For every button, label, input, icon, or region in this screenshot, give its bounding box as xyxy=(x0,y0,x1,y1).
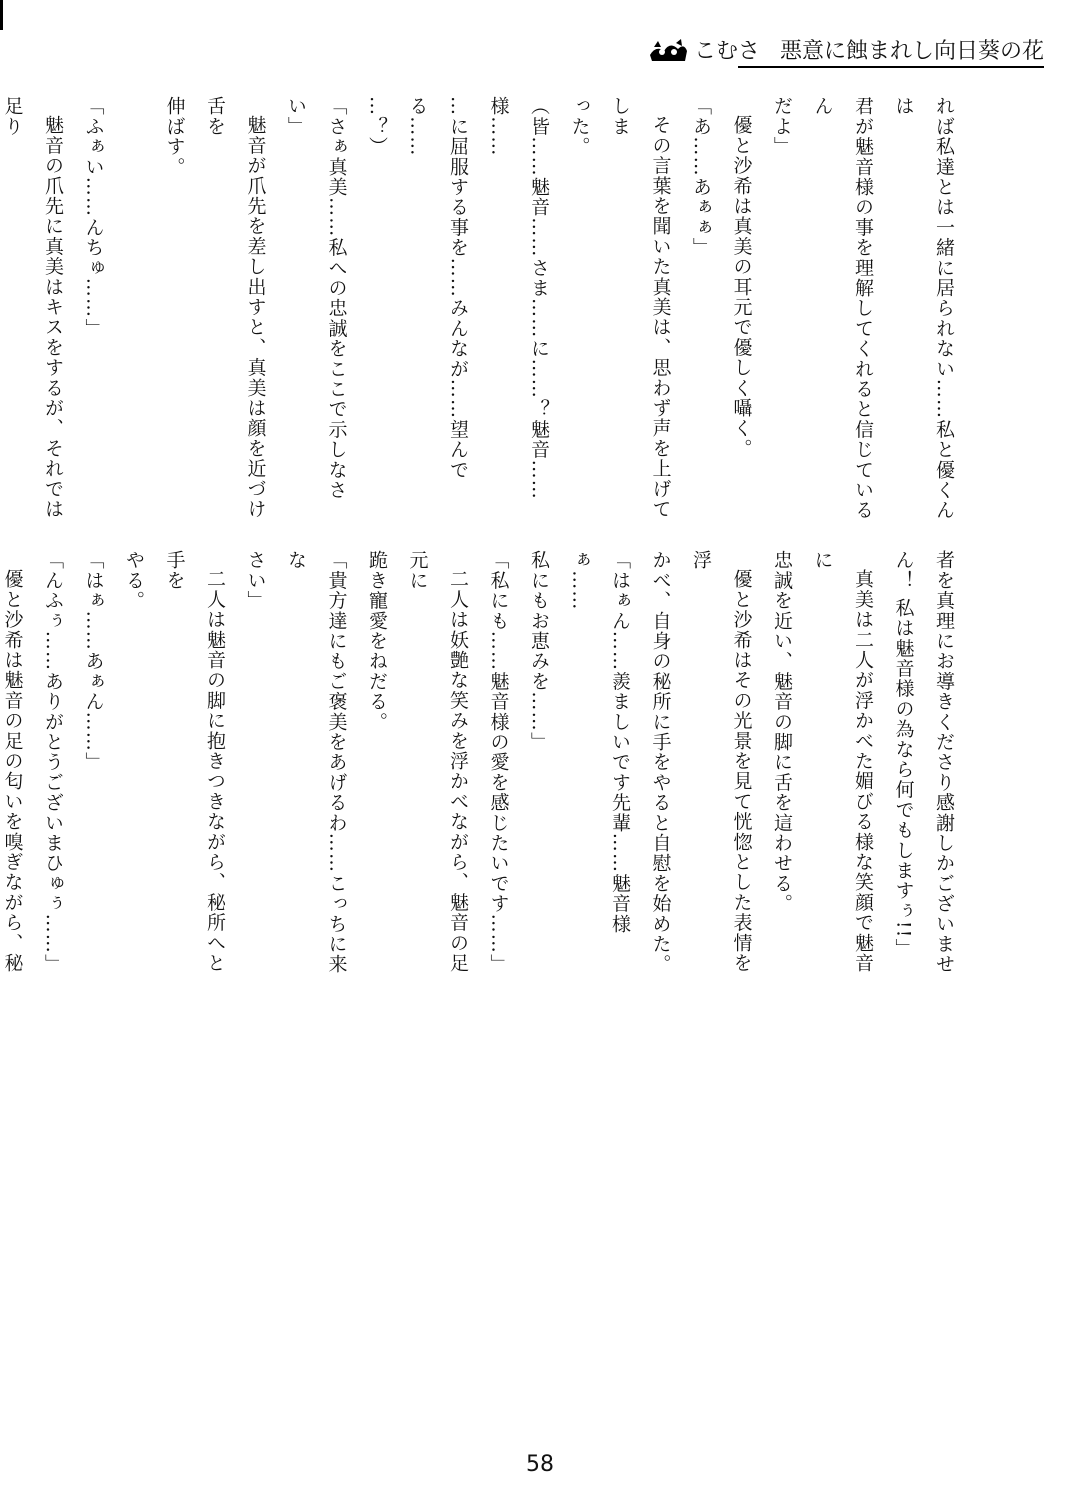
text-block-bottom xyxy=(0,550,964,990)
header-rule xyxy=(738,66,1044,68)
text-line: 魅音の爪先に真美はキスをするが、それでは足り xyxy=(1,96,64,519)
text-line: 君が魅音様の事を理解してくれると信じているん xyxy=(811,96,874,521)
text-line: かべ、自身の秘所に手をやると自慰を始めた。 xyxy=(649,550,672,975)
text-line: ん！ 私は魅音様の為なら何でもしますぅ!!」 xyxy=(892,550,915,959)
book-title: 悪意に蝕まれし向日葵の花 xyxy=(779,39,1044,64)
text-line: だよ」 xyxy=(771,96,793,157)
page-number: 58 xyxy=(526,1452,554,1477)
text-line: 「私にも……魅音様の愛を感じたいです……」 xyxy=(487,550,510,975)
text-line: 「貴方達にもご褒美をあげるわ……こっちに来な xyxy=(285,550,348,975)
text-line: 優と沙希は魅音の足の匂いを嗅ぎながら、秘 xyxy=(1,569,24,973)
text-line: （皆……魅音……さま……に……？魅音……様…… xyxy=(487,96,550,500)
text-line: 優と沙希はその光景を見て恍惚とした表情を浮 xyxy=(690,550,753,973)
text-line: …に屈服する事を……みんなが……望んでる…… xyxy=(406,96,469,480)
text-line: その言葉を聞いた真美は、思わず声を上げてしま xyxy=(609,96,672,519)
text-line: 「はぁん……羨ましいです先輩……魅音様ぁ…… xyxy=(568,550,631,934)
text-line: 「あ……あぁぁ」 xyxy=(690,96,712,258)
text-line: …？） xyxy=(366,96,388,157)
crop-mark xyxy=(0,0,3,30)
text-line: 「さぁ真美……私への忠誠をここで示しなさい」 xyxy=(285,96,348,500)
page-header xyxy=(648,34,1044,65)
text-line: 忠誠を近い、魅音の脚に舌を這わせる。 xyxy=(771,550,793,914)
text-line: 二人は魅音の脚に抱きつきながら、秘所へと手を xyxy=(163,550,226,973)
text-line: さい」 xyxy=(244,550,267,611)
text-line: 真美は二人が浮かべた媚びる様な笑顔で魅音に xyxy=(811,550,874,973)
text-line: れば私達とは一緒に居られない……私と優くんは xyxy=(892,96,955,521)
text-line: 「んふぅ……ありがとうございまひゅぅ……」 xyxy=(42,550,64,975)
text-line: 二人は妖艶な笑みを浮かべながら、魅音の足元に xyxy=(406,550,469,973)
sunflower-logo-icon xyxy=(648,37,688,63)
text-line: 「はぁ……あぁん……」 xyxy=(82,550,105,773)
text-line: 優と沙希は真美の耳元で優しく囁く。 xyxy=(730,115,753,459)
text-line: 伸ばす。 xyxy=(163,96,186,177)
text-line: 「ふぁい……んちゅ……」 xyxy=(82,96,105,339)
author-name: こむさ xyxy=(693,39,760,64)
text-line: 魅音が爪先を差し出すと、真美は顔を近づけ舌を xyxy=(204,96,267,519)
text-line: やる。 xyxy=(123,550,145,611)
text-block-top xyxy=(0,96,964,528)
text-line xyxy=(114,96,155,528)
text-line: 私にもお恵みを……」 xyxy=(528,550,550,752)
text-line: った。 xyxy=(568,96,591,157)
text-line: 者を真理にお導きくださり感謝しかございませ xyxy=(933,550,955,975)
text-line: 跪き寵愛をねだる。 xyxy=(366,550,388,732)
